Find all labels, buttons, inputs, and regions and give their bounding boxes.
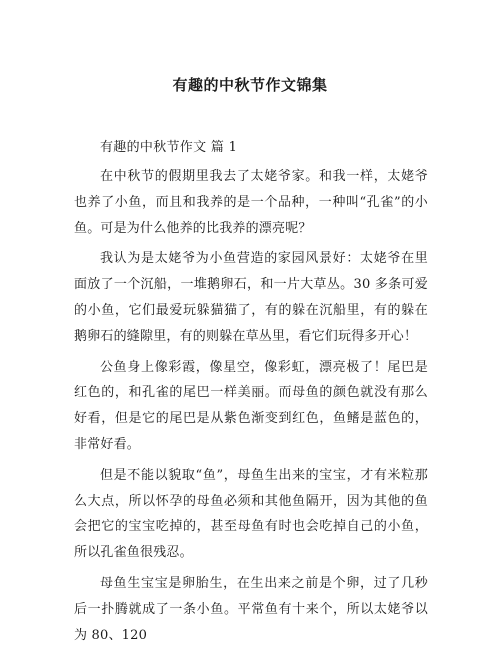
paragraph-5: 母鱼生宝宝是卵胎生，在生出来之前是个卵，过了几秒后一扑腾就成了一条小鱼。平常鱼有十来个，所以太姥爷以为 80、120 [74,575,428,643]
paragraph-3: 公鱼身上像彩霞，像星空，像彩虹，漂亮极了！尾巴是红色的，和孔雀的尾巴一样美丽。而母鱼的颜色就没有那么好看，但是它的尾巴是从紫色渐变到红色，鱼鳍是蓝色的，非常好看。 [74,359,428,452]
article-body [74,164,428,653]
section-heading: 有趣的中秋节作文 篇 1 [100,140,238,155]
document-title: 有趣的中秋节作文锦集 [172,76,328,94]
paragraph-2: 我认为是太姥爷为小鱼营造的家园风景好：太姥爷在里面放了一个沉船，一堆鹅卵石，和一片大草丛。30 多条可爱的小鱼，它们最爱玩躲猫猫了，有的躲在沉船里，有的躲在鹅卵石的缝隙里，有的则躲在草丛里，看它们玩得多开心！ [74,251,428,344]
paragraph-1: 在中秋节的假期里我去了太姥爷家。和我一样，太姥爷也养了小鱼，而且和我养的是一个品种，一种叫“孔雀”的小鱼。可是为什么他养的比我养的漂亮呢？ [74,169,428,236]
paragraph-4: 但是不能以貌取“鱼”，母鱼生出来的宝宝，才有米粒那么大点，所以怀孕的母鱼必须和其他鱼隔开，因为其他的鱼会把它的宝宝吃掉的，甚至母鱼有时也会吃掉自己的小鱼，所以孔雀鱼很残忍。 [74,467,428,561]
